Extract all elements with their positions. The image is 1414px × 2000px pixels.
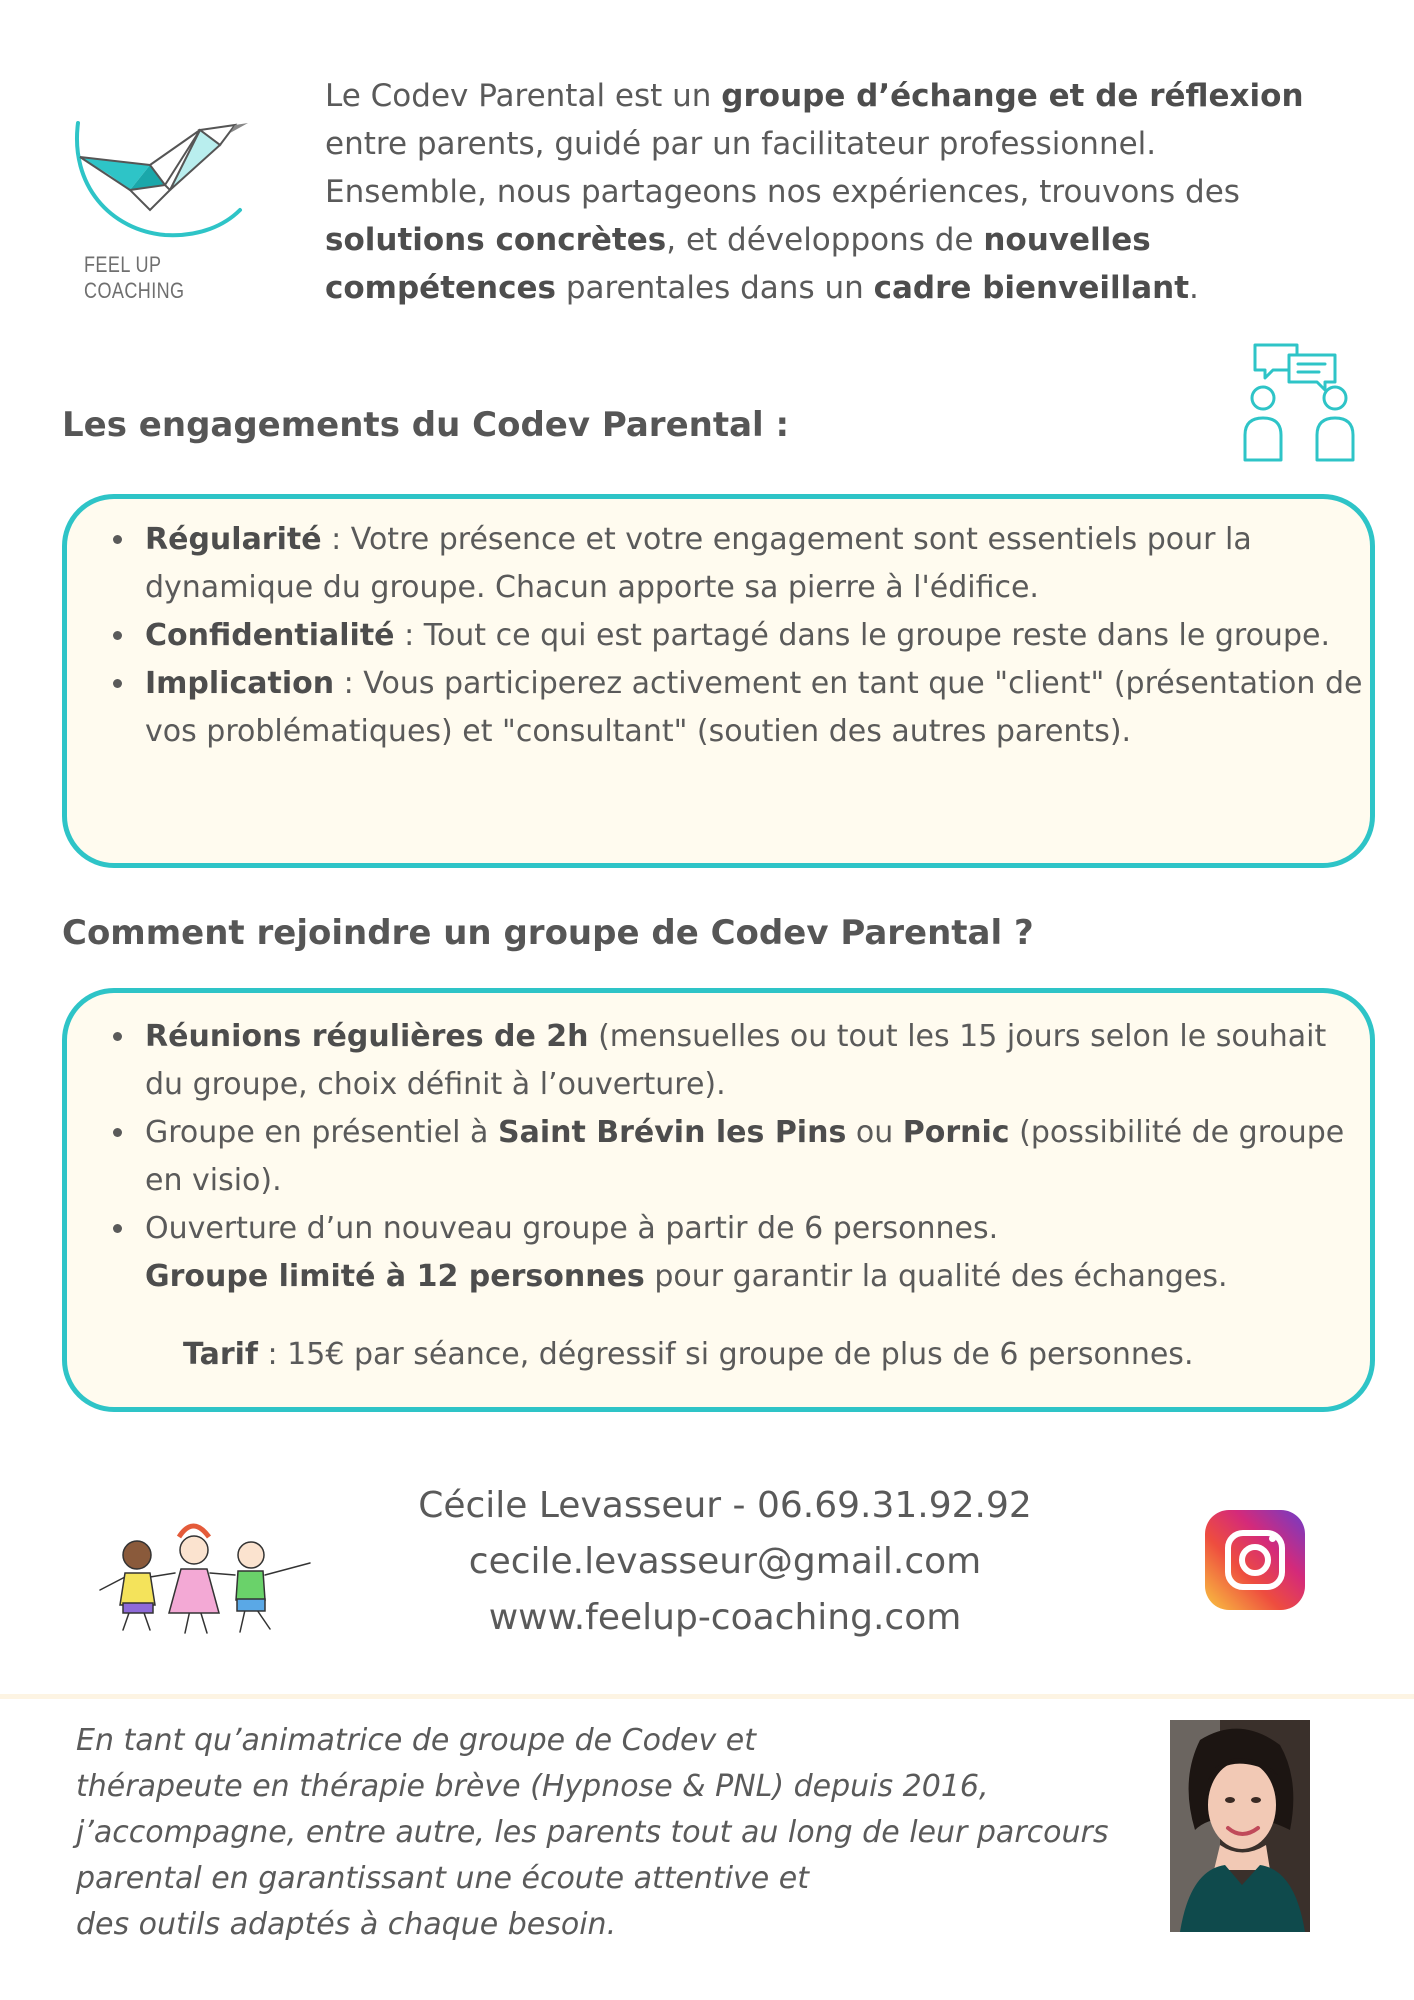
list-item: Confidentialité : Tout ce qui est partagé dans le groupe reste dans le groupe. (67, 612, 1370, 660)
engagements-box (62, 494, 1375, 868)
contact-email[interactable]: cecile.levasseur@gmail.com (468, 1541, 982, 1582)
list-item: Réunions régulières de 2h (mensuelles ou tout les 15 jours selon le souhait du groupe, choix définit à l’ouverture). (67, 1013, 1370, 1109)
list-item: Groupe en présentiel à Saint Brévin les Pins ou Pornic (possibilité de groupe en visio). (67, 1109, 1370, 1205)
list-item: Implication : Vous participerez activement en tant que "client" (présentation de vos problématiques) et "consultant" (soutien des autres parents). (67, 660, 1370, 756)
contact-name-phone: Cécile Levasseur - 06.69.31.92.92 (418, 1485, 1032, 1526)
list-item: Régularité : Votre présence et votre engagement sont essentiels pour la dynamique du groupe. Chacun apporte sa pierre à l'édifice. (67, 516, 1370, 612)
chat-people-icon (1235, 340, 1365, 470)
logo-text: FEEL UP COACHING (84, 252, 185, 303)
kids-illustration (95, 1515, 325, 1635)
intro-paragraph: Le Codev Parental est un groupe d’échange et de réflexion entre parents, guidé par un facilitateur professionnel. Ensemble, nous partageons nos expériences, trouvons des solutions concrètes, et développons de nouvelles compétences parentales dans un cadre bienveillant. (325, 78, 1304, 306)
instagram-icon[interactable] (1205, 1510, 1305, 1610)
join-box (62, 988, 1375, 1412)
divider (0, 1694, 1414, 1699)
tarif-text: Tarif : 15€ par séance, dégressif si groupe de plus de 6 personnes. (183, 1337, 1194, 1372)
engagements-heading: Les engagements du Codev Parental : (62, 405, 790, 445)
contact-website[interactable]: www.feelup-coaching.com (488, 1597, 962, 1638)
group-limit-text: Groupe limité à 12 personnes pour garantir la qualité des échanges. (145, 1259, 1228, 1294)
bio-text: En tant qu’animatrice de groupe de Codev et thérapeute en thérapie brève (Hypnose & PNL) depuis 2016, j’accompagne, entre autre, les parents tout au long de leur parcours parental en garantissant une écoute attentive et des outils adaptés à chaque besoin. (76, 1723, 1109, 1942)
list-item: Ouverture d’un nouveau groupe à partir de 6 personnes. (67, 1205, 1370, 1253)
portrait-photo (1170, 1720, 1310, 1932)
join-heading: Comment rejoindre un groupe de Codev Parental ? (62, 913, 1034, 953)
contact-block (330, 1478, 1120, 1646)
